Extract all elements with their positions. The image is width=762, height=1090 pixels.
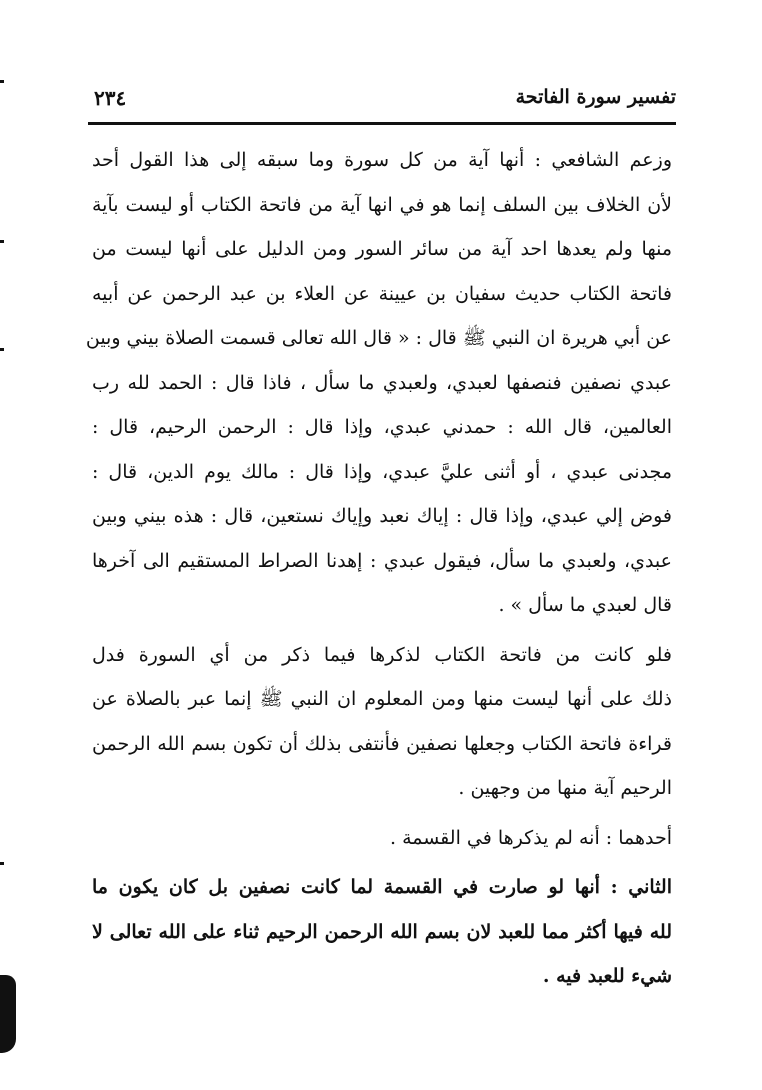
- text-line: منها ولم يعدها احد آية من سائر السور ومن الدليل على أنها ليست من: [92, 238, 672, 260]
- text-line: مجدنى عبدي ، أو أثنى عليَّ عبدي، وإذا قال : مالك يوم الدين، قال :: [92, 460, 672, 483]
- text-line: لأن الخلاف بين السلف إنما هو في انها آية من فاتحة الكتاب أو ليست بآية: [92, 193, 672, 216]
- paragraph-second-reason: [92, 865, 672, 999]
- text-line: شيء للعبد فيه .: [542, 965, 672, 987]
- text-line: ذلك على أنها ليست منها ومن المعلوم ان النبي ﷺ إنما عبر بالصلاة عن: [92, 688, 672, 710]
- paragraph-hadith: [85, 138, 672, 628]
- scan-edge-mark: [0, 80, 4, 83]
- scan-edge-mark: [0, 348, 4, 351]
- page-number: ٢٣٤: [94, 86, 127, 110]
- scan-edge-mark: [0, 240, 4, 243]
- text-line: قراءة فاتحة الكتاب وجعلها نصفين فأنتفى بذلك أن تكون بسم الله الرحمن: [92, 732, 672, 755]
- text-line: فلو كانت من فاتحة الكتاب لذكرها فيما ذكر من أي السورة فدل: [92, 643, 672, 666]
- text-line: قال لعبدي ما سأل » .: [498, 594, 672, 616]
- text-line: الرحيم آية منها من وجهين .: [458, 777, 672, 799]
- text-line: العالمين، قال الله : حمدني عبدي، وإذا قال : الرحمن الرحيم، قال :: [92, 416, 672, 438]
- text-line: لله فيها أكثر مما للعبد لان بسم الله الرحمن الرحيم ثناء على الله تعالى لا: [92, 920, 672, 943]
- paragraph-argument: [92, 633, 672, 811]
- text-line: أحدهما : أنه لم يذكرها في القسمة .: [389, 826, 672, 849]
- running-title: تفسير سورة الفاتحة: [515, 86, 676, 108]
- running-head: [90, 82, 676, 120]
- text-line: الثاني : أنها لو صارت في القسمة لما كانت نصفين بل كان يكون ما: [92, 876, 672, 898]
- text-line: فوض إلي عبدي، وإذا قال : إياك نعبد وإياك نستعين، قال : هذه بيني وبين: [92, 505, 672, 527]
- text-line: عن أبي هريرة ان النبي ﷺ قال : « قال الله تعالى قسمت الصلاة بيني وبين: [85, 327, 672, 349]
- text-line: وزعم الشافعي : أنها آية من كل سورة وما سبقه إلى هذا القول أحد: [92, 149, 672, 171]
- text-line: عبدي، ولعبدي ما سأل، فيقول عبدي : إهدنا الصراط المستقيم الى آخرها: [92, 549, 672, 572]
- header-rule: [88, 122, 676, 125]
- text-line: عبدي نصفين فنصفها لعبدي، ولعبدي ما سأل ، فاذا قال : الحمد لله رب: [92, 371, 672, 394]
- text-line: فاتحة الكتاب حديث سفيان بن عيينة عن العلاء بن عبد الرحمن عن أبيه: [92, 282, 672, 305]
- scan-edge-mark: [0, 862, 4, 865]
- scan-edge-shadow: [0, 975, 16, 1053]
- paragraph-first-reason: [92, 816, 672, 861]
- body-text: [85, 138, 672, 999]
